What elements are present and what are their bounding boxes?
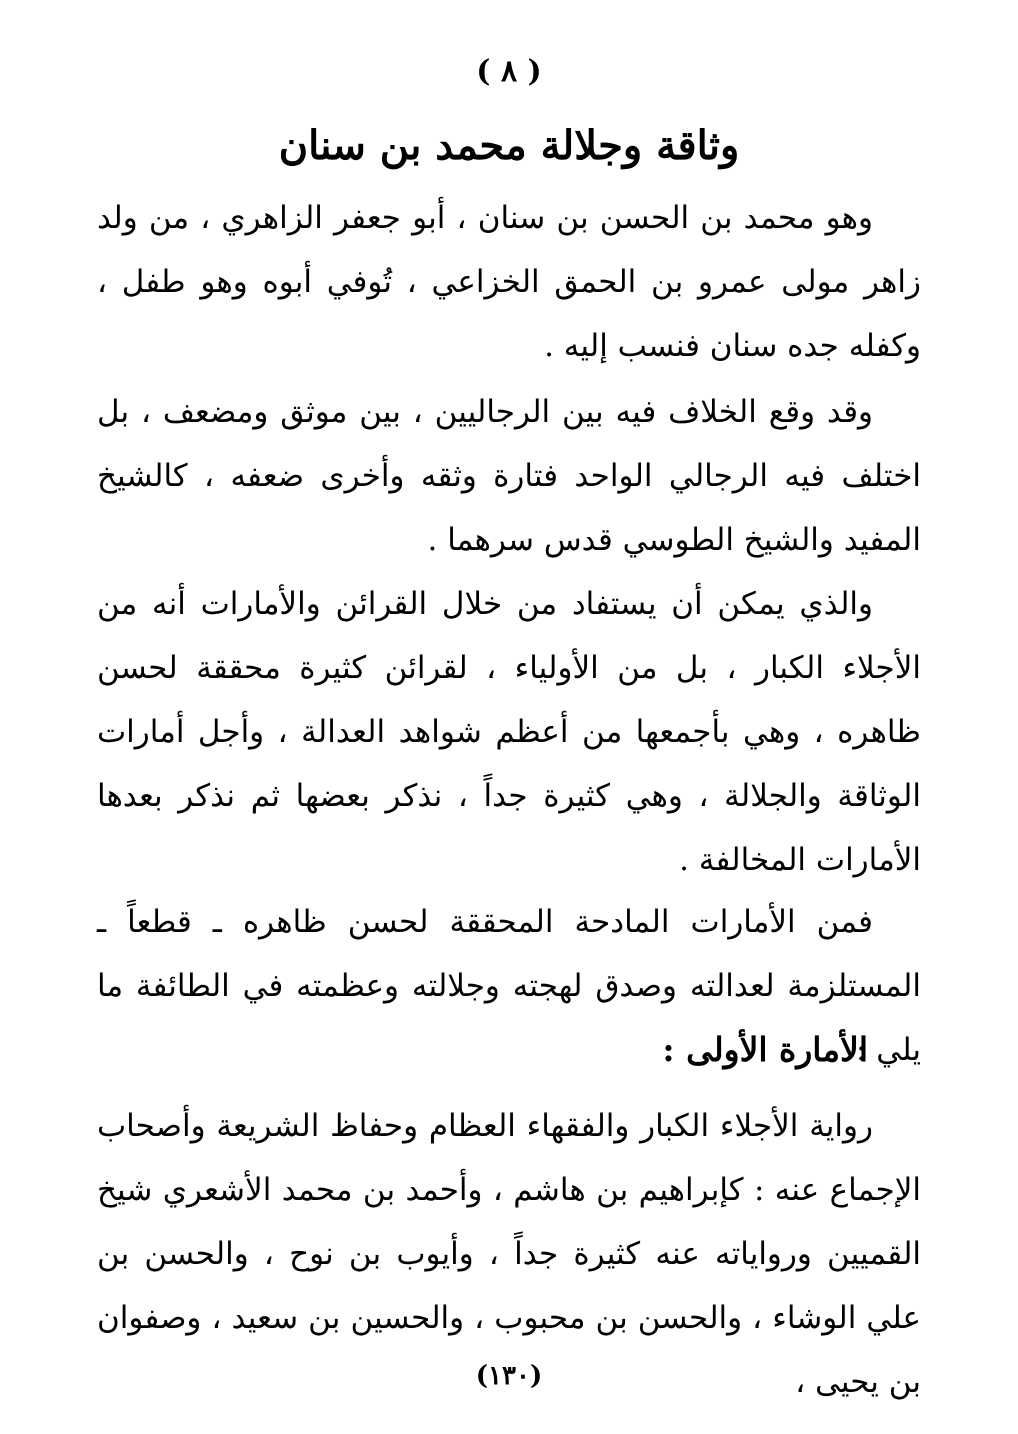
paragraph-3: والذي يمكن أن يستفاد من خلال القرائن والأمارات أنه من الأجلاء الكبار ، بل من الأولياء ، لقرائن كثيرة محققة لحسن ظاهره ، وهي بأجمعها من أعظم شواهد العدالة ، وأجل أمارات الوثاقة والجلالة ، وهي كثيرة جداً ، نذكر بعضها ثم نذكر بعدها الأمارات المخالفة . (97, 586, 921, 878)
paragraph-1-container (97, 186, 921, 378)
section-title: وثاقة وجلالة محمد بن سنان (278, 122, 740, 169)
page-number: (١٣٠) (475, 1361, 543, 1391)
paragraph-2: وقد وقع الخلاف فيه بين الرجاليين ، بين موثق ومضعف ، بل اختلف فيه الرجالي الواحد فتارة وثقه وأخرى ضعفه ، كالشيخ المفيد والشيخ الطوسي قدس سرهما . (97, 394, 921, 558)
section-number: ( ٨ ) (476, 54, 542, 89)
paragraph-3-container (97, 572, 921, 892)
paragraph-4: فمن الأمارات المادحة المحققة لحسن ظاهره ـ قطعاً ـ المستلزمة لعدالته وصدق لهجته وجلالته وعظمته في الطائفة ما يلي : (97, 904, 921, 1068)
paragraph-2-container (97, 380, 921, 572)
subheading-first-indicator: الأمارة الأولى : (662, 1030, 868, 1069)
paragraph-1: وهو محمد بن الحسن بن سنان ، أبو جعفر الزاهري ، من ولد زاهر مولى عمرو بن الحمق الخزاعي ، تُوفي أبوه وهو طفل ، وكفله جده سنان فنسب إليه . (97, 200, 921, 364)
paragraph-5: رواية الأجلاء الكبار والفقهاء العظام وحفاظ الشريعة وأصحاب الإجماع عنه : كإبراهيم بن هاشم ، وأحمد بن محمد الأشعري شيخ القميين ورواياته عنه كثيرة جداً ، وأيوب بن نوح ، والحسن بن علي الوشاء ، والحسن بن محبوب ، والحسين بن سعيد ، وصفوان بن يحيى ، (97, 1108, 921, 1400)
